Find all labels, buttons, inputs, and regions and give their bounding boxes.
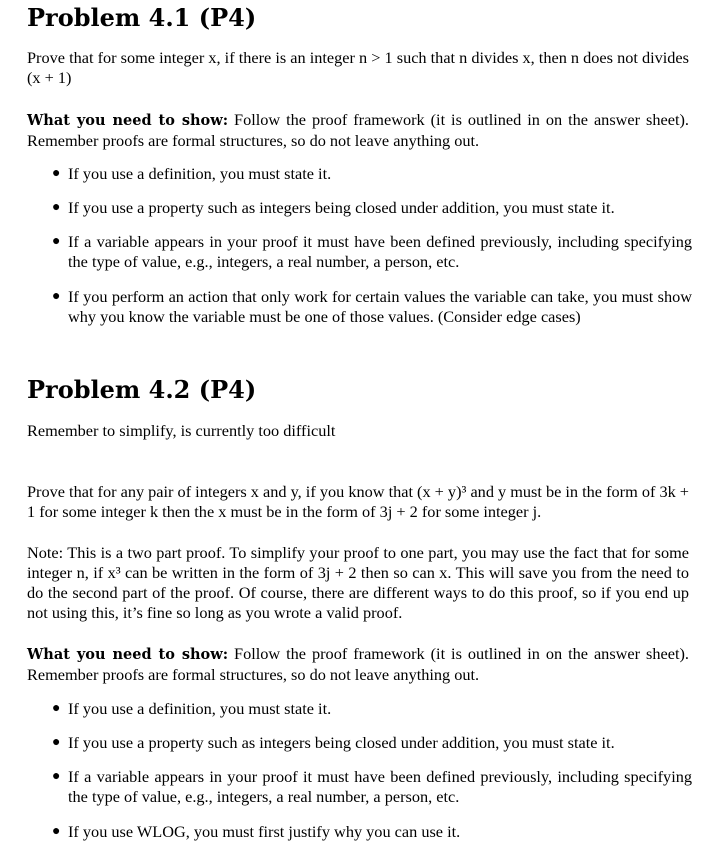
- what-to-show-label: What you need to show:: [27, 112, 229, 129]
- list-item-text: If you use a property such as integers being closed under addition, you must state it.: [68, 198, 615, 217]
- bullet-icon: ●: [52, 289, 61, 304]
- problem-4-2-what-to-show: [27, 644, 689, 685]
- problem-4-2-title: Problem 4.2 (P4): [27, 375, 257, 404]
- list-item-text: If you perform an action that only work for certain values the variable can take, you must show why you know the variable must be one of those values. (Consider edge cases): [68, 287, 692, 326]
- list-item-text: If you use a property such as integers being closed under addition, you must state it.: [68, 733, 615, 752]
- list-item: [52, 287, 692, 327]
- list-item-text: If you use a definition, you must state it.: [68, 164, 332, 183]
- list-item: [52, 733, 692, 753]
- bullet-icon: ●: [52, 824, 61, 839]
- what-to-show-text: Follow the proof framework (it is outlined in on the answer sheet). Remember proofs are formal structures, so do not leave anything out.: [27, 110, 689, 150]
- list-item: [52, 822, 692, 842]
- problem-4-2-note: Note: This is a two part proof. To simplify your proof to one part, you may use the fact that for some integer n, if x³ can be written in the form of 3j + 2 then so can x. This will save you from the need to do the second part of the proof. Of course, there are different ways to do this proof, so if you end up not using this, it’s fine so long as you wrote a valid proof.: [27, 543, 689, 622]
- what-to-show-text: Follow the proof framework (it is outlined in on the answer sheet). Remember proofs are formal structures, so do not leave anything out.: [27, 644, 689, 684]
- what-to-show-label: What you need to show:: [27, 646, 229, 663]
- list-item: [52, 699, 692, 719]
- bullet-icon: ●: [52, 735, 61, 750]
- bullet-icon: ●: [52, 166, 61, 181]
- problem-4-1-title: Problem 4.1 (P4): [27, 3, 257, 32]
- problem-4-1-statement: Prove that for some integer x, if there is an integer n > 1 such that n divides x, then n does not divides (x + 1): [27, 48, 689, 87]
- list-item-text: If you use WLOG, you must first justify why you can use it.: [68, 822, 461, 841]
- list-item: [52, 767, 692, 807]
- list-item-text: If a variable appears in your proof it must have been defined previously, including specifying the type of value, e.g., integers, a real number, a person, etc.: [68, 232, 692, 271]
- bullet-icon: ●: [52, 234, 61, 249]
- list-item-text: If you use a definition, you must state it.: [68, 699, 332, 718]
- bullet-icon: ●: [52, 200, 61, 215]
- bullet-icon: ●: [52, 769, 61, 784]
- bullet-icon: ●: [52, 701, 61, 716]
- problem-4-1-what-to-show: [27, 110, 689, 151]
- problem-4-2-remark: Remember to simplify, is currently too difficult: [27, 421, 336, 440]
- list-item: [52, 232, 692, 272]
- list-item: [52, 164, 692, 184]
- problem-4-2-statement: Prove that for any pair of integers x and y, if you know that (x + y)³ and y must be in the form of 3k + 1 for some integer k then the x must be in the form of 3j + 2 for some integer j.: [27, 482, 689, 521]
- list-item: [52, 198, 692, 218]
- list-item-text: If a variable appears in your proof it must have been defined previously, including specifying the type of value, e.g., integers, a real number, a person, etc.: [68, 767, 692, 806]
